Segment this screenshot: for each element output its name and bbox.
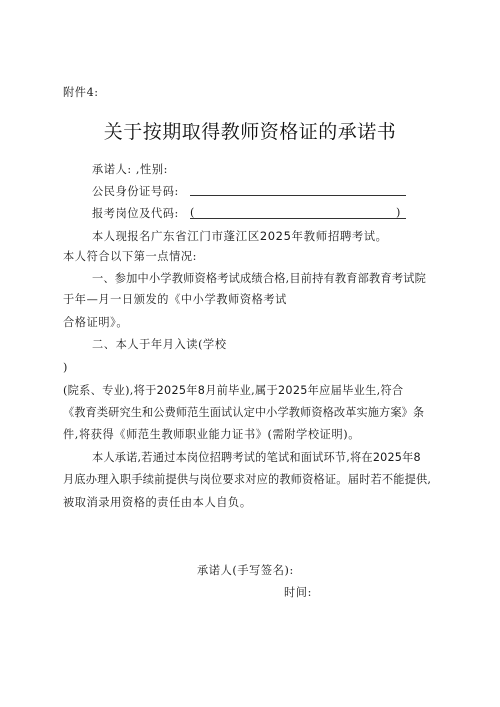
commitment-line2: 月底办理入职手续前提供与岗位要求对应的教师资格证。届时若不能提供, [63, 473, 432, 486]
item1-line2: 于年—月一日颁发的《中小学教师资格考试 [63, 293, 287, 306]
apply-prefix: 本人现报名 [92, 230, 151, 243]
item2-line2: ) [63, 361, 68, 374]
commitment-line1-a: 本人承诺,若通过本岗位招聘考试的笔试和面试环节,将在 [92, 451, 373, 464]
apply-statement [92, 229, 387, 244]
apply-unit: 广东省江门市蓬江区2025年教师招聘 [150, 229, 353, 243]
item2-line5: 件,将获得《师范生教师职业能力证书》(需附学校证明)。 [63, 428, 360, 441]
item1-line1: 一、参加中小学教师资格考试成绩合格,目前持有教育部教育考试院 [92, 272, 426, 285]
position-code-label: 报考岗位及代码: [92, 207, 179, 220]
attachment-label: 附件4: [63, 86, 99, 99]
item2-line3-d: 2025 [277, 384, 308, 397]
commitment-line1 [92, 451, 421, 465]
position-paren-close: ) [396, 206, 401, 219]
commitment-line3: 被取消录用资格的责任由本人自负。 [63, 496, 252, 509]
item2-line3-a: (院系、专业),将于 [63, 384, 157, 397]
item2-line3-c: 月前毕业,属于 [205, 384, 278, 397]
item2-line3 [63, 384, 403, 398]
time-label: 时间: [284, 586, 312, 599]
position-code-underline [190, 218, 406, 219]
item2-line4: 《教育类研究生和公费师范生面试认定中小学教师资格改革实施方案》条 [63, 406, 425, 419]
item2-line3-e: 年应届毕业生,符合 [307, 384, 404, 397]
condition-intro: 本人符合以下第一点情况: [63, 250, 198, 263]
item2-line1: 二、本人于年月入读(学校 [92, 338, 227, 351]
promiser-line: 承诺人: ,性别: [92, 163, 168, 176]
signature-label: 承诺人(手写签名): [197, 564, 294, 577]
id-number-underline [190, 195, 406, 196]
position-paren-open: ( [190, 206, 195, 219]
commitment-line1-b: 2025年8 [372, 451, 421, 464]
id-number-label: 公民身份证号码: [92, 185, 179, 198]
document-title: 关于按期取得教师资格证的承诺书 [103, 121, 397, 143]
item2-line3-b: 2025年8 [156, 384, 206, 397]
apply-suffix: 考试。 [352, 230, 388, 243]
item1-line3: 合格证明》。 [63, 316, 129, 329]
